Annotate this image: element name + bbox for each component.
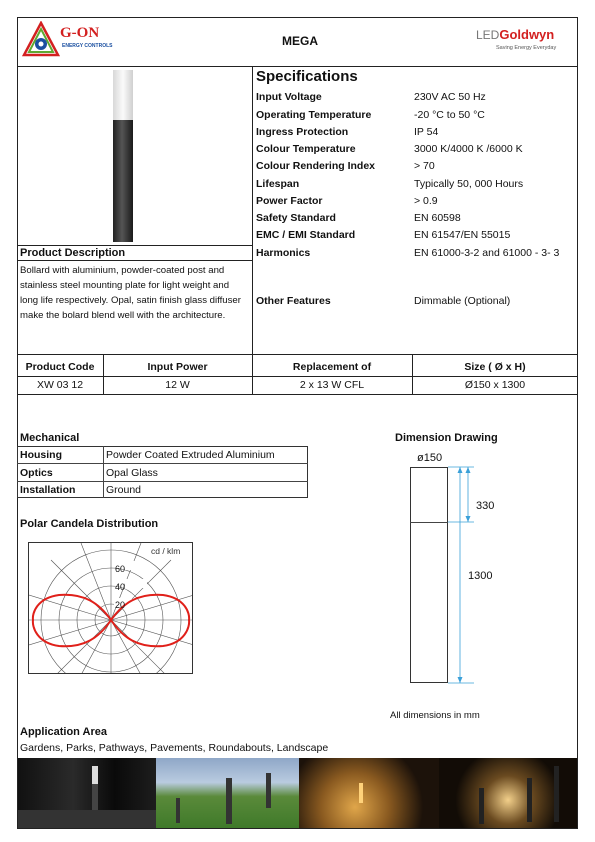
dimension-title: Dimension Drawing bbox=[395, 432, 498, 444]
mechanical-col-divider bbox=[103, 446, 104, 498]
spec-value: IP 54 bbox=[414, 126, 439, 138]
polar-ring-label: 20 bbox=[115, 600, 126, 610]
description-line: make the bolard blend well with the architecture. bbox=[20, 310, 226, 321]
polar-diagram-svg bbox=[29, 543, 193, 674]
gon-logo-text: G-ON bbox=[60, 25, 100, 41]
table-cell: XW 03 12 bbox=[36, 379, 84, 391]
spec-value: EN 61547/EN 55015 bbox=[414, 229, 511, 241]
dimension-diffuser-line bbox=[410, 522, 448, 523]
spec-label: Harmonics bbox=[256, 247, 311, 259]
table-cell: 2 x 13 W CFL bbox=[299, 379, 365, 391]
spec-label: Power Factor bbox=[256, 195, 323, 207]
mechanical-row-divider bbox=[17, 481, 308, 482]
mechanical-label: Optics bbox=[20, 467, 53, 479]
spec-value: -20 °C to 50 °C bbox=[414, 109, 485, 121]
table-mid-line bbox=[17, 376, 578, 377]
spec-label: Colour Rendering Index bbox=[256, 160, 376, 172]
product-description-title: Product Description bbox=[20, 247, 126, 259]
spec-value: > 0.9 bbox=[414, 195, 438, 207]
goldwyn-logo-prefix: LED bbox=[476, 28, 500, 42]
application-photo bbox=[439, 758, 577, 828]
product-name: MEGA bbox=[282, 34, 318, 48]
mechanical-value: Opal Glass bbox=[106, 467, 158, 479]
mechanical-value: Ground bbox=[106, 484, 142, 496]
spec-label: EMC / EMI Standard bbox=[256, 229, 356, 241]
application-photos bbox=[18, 758, 577, 828]
table-top-line bbox=[17, 354, 578, 355]
polar-unit: cd / klm bbox=[151, 546, 181, 556]
application-text: Gardens, Parks, Pathways, Pavements, Roundabouts, Landscape bbox=[20, 742, 329, 754]
table-header: Product Code bbox=[25, 361, 95, 373]
spec-label: Other Features bbox=[256, 295, 331, 307]
spec-value: Typically 50, 000 Hours bbox=[414, 178, 524, 190]
spec-value: EN 60598 bbox=[414, 212, 461, 224]
desc-title-line bbox=[17, 260, 253, 261]
page-frame bbox=[17, 17, 578, 829]
spec-value: 230V AC 50 Hz bbox=[414, 91, 486, 103]
application-photo bbox=[299, 758, 439, 828]
spec-label: Safety Standard bbox=[256, 212, 336, 224]
mechanical-title: Mechanical bbox=[20, 432, 80, 444]
product-image bbox=[113, 70, 133, 247]
mechanical-label: Housing bbox=[20, 449, 62, 461]
left-col-divider bbox=[252, 66, 253, 354]
table-header: Size ( Ø x H) bbox=[464, 361, 526, 373]
spec-value: EN 61000-3-2 and 61000 - 3- 3 bbox=[414, 247, 560, 259]
desc-top-line bbox=[17, 245, 253, 246]
dimension-top-height: 330 bbox=[476, 500, 495, 512]
spec-value: Dimmable (Optional) bbox=[414, 295, 511, 307]
specifications-title: Specifications bbox=[256, 68, 358, 85]
header-divider bbox=[17, 66, 578, 67]
spec-label: Ingress Protection bbox=[256, 126, 349, 138]
description-line: long life respectively. Opal, satin finish glass diffuser bbox=[20, 295, 241, 306]
gon-logo-sub: ENERGY CONTROLS bbox=[62, 43, 113, 49]
spec-value: 3000 K/4000 K /6000 K bbox=[414, 143, 523, 155]
gon-logo-icon bbox=[22, 21, 60, 59]
application-photo bbox=[18, 758, 156, 828]
application-title: Application Area bbox=[20, 726, 107, 738]
table-cell: Ø150 x 1300 bbox=[464, 379, 526, 391]
polar-ring-label: 60 bbox=[115, 564, 126, 574]
mechanical-value: Powder Coated Extruded Aluminium bbox=[106, 449, 275, 461]
dimension-total-height: 1300 bbox=[468, 570, 493, 582]
polar-diagram bbox=[28, 542, 193, 674]
spec-label: Input Voltage bbox=[256, 91, 322, 103]
gon-logo bbox=[22, 21, 112, 63]
table-bottom-line bbox=[17, 394, 578, 395]
description-line: stainless steel mounting plate for light weight and bbox=[20, 280, 230, 291]
goldwyn-tagline: Saving Energy Everyday bbox=[496, 45, 557, 51]
spec-label: Lifespan bbox=[256, 178, 300, 190]
description-line: Bollard with aluminium, powder-coated post and bbox=[20, 265, 225, 276]
product-description-text bbox=[20, 263, 252, 323]
mechanical-label: Installation bbox=[20, 484, 76, 496]
spec-label: Operating Temperature bbox=[256, 109, 372, 121]
polar-title: Polar Candela Distribution bbox=[20, 518, 159, 530]
table-cell: 12 W bbox=[165, 379, 190, 391]
goldwyn-logo bbox=[476, 26, 576, 56]
spec-label: Colour Temperature bbox=[256, 143, 356, 155]
mechanical-row-divider bbox=[17, 463, 308, 464]
spec-value: > 70 bbox=[414, 160, 435, 172]
goldwyn-logo-text: Goldwyn bbox=[499, 27, 555, 42]
dimension-note: All dimensions in mm bbox=[390, 710, 480, 721]
application-photo bbox=[156, 758, 299, 828]
polar-ring-label: 40 bbox=[115, 582, 126, 592]
table-header: Input Power bbox=[147, 361, 208, 373]
dimension-diameter: ø150 bbox=[417, 452, 443, 464]
dimension-bollard-outline bbox=[410, 467, 448, 683]
table-header: Replacement of bbox=[292, 361, 372, 373]
